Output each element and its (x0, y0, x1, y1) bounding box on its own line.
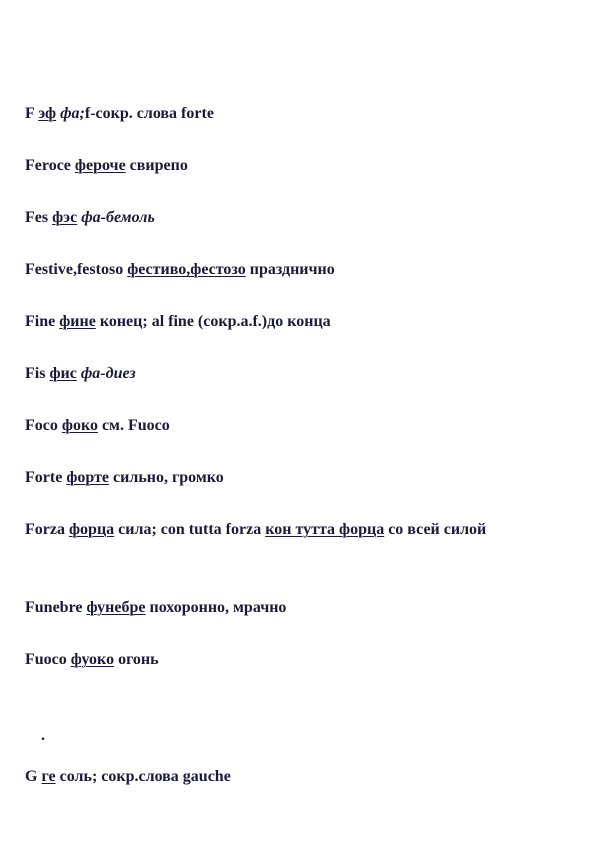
entry-meaning: конец; al fine (сокр.a.f.)до конца (99, 313, 331, 330)
entry-term: Fes (25, 209, 49, 226)
entry-meaning: празднично (249, 261, 335, 278)
entry-meaning: соль; сокр.слова gauche (59, 768, 231, 785)
entry-term: Feroce (25, 157, 71, 174)
entry-term: Fuoco (25, 651, 67, 668)
entry-feroce (25, 154, 570, 178)
entry-transliteration: фероче (74, 157, 126, 174)
entry-fes (25, 206, 570, 230)
entry-transliteration: фис (49, 365, 77, 382)
entry-meaning: сила; con tutta forza (118, 521, 262, 538)
entry-meaning: f-сокр. слова forte (84, 105, 214, 122)
entry-term: Funebre (25, 599, 83, 616)
entry-term: Fine (25, 313, 56, 330)
entry-fine (25, 310, 570, 334)
entry-fis (25, 362, 570, 386)
entry-term: Fis (25, 365, 46, 382)
entry-g (25, 765, 570, 789)
entry-f (25, 102, 570, 126)
entry-meaning: огонь (118, 651, 159, 668)
entry-transliteration-2: кон тутта форца (265, 521, 385, 538)
entry-term: Forte (25, 469, 63, 486)
entry-meaning: см. Fuoco (101, 417, 170, 434)
entry-transliteration: фине (59, 313, 96, 330)
entry-transliteration: форца (68, 521, 115, 538)
entry-transliteration: ге (41, 768, 56, 785)
entry-term: Festive,festoso (25, 261, 124, 278)
section-separator: . (41, 727, 45, 744)
entry-term: Forza (25, 521, 65, 538)
entry-meaning: свирепо (129, 157, 188, 174)
entry-foco (25, 414, 570, 438)
entry-term: G (25, 768, 38, 785)
entry-festive (25, 258, 570, 282)
entry-transliteration: фунебре (86, 599, 146, 616)
entry-term: Foco (25, 417, 58, 434)
entry-transliteration: фуоко (70, 651, 115, 668)
entry-transliteration: эф (38, 105, 57, 122)
entry-italic-note: фа-диез (80, 365, 136, 382)
entry-forza (25, 518, 570, 542)
entry-fuoco (25, 648, 570, 672)
entry-transliteration: форте (66, 469, 110, 486)
entry-funebre (25, 596, 570, 620)
entry-transliteration: фестиво,фестозо (127, 261, 246, 278)
entry-italic-note: фа-бемоль (81, 209, 155, 226)
entry-transliteration: фэс (52, 209, 78, 226)
entry-italic-note: фа; (60, 105, 85, 122)
entry-forte (25, 466, 570, 490)
entry-meaning: похоронно, мрачно (149, 599, 287, 616)
entry-term: F (25, 105, 35, 122)
entry-meaning: сильно, громко (113, 469, 224, 486)
entry-transliteration: фоко (61, 417, 98, 434)
entry-meaning-2: со всей силой (388, 521, 487, 538)
